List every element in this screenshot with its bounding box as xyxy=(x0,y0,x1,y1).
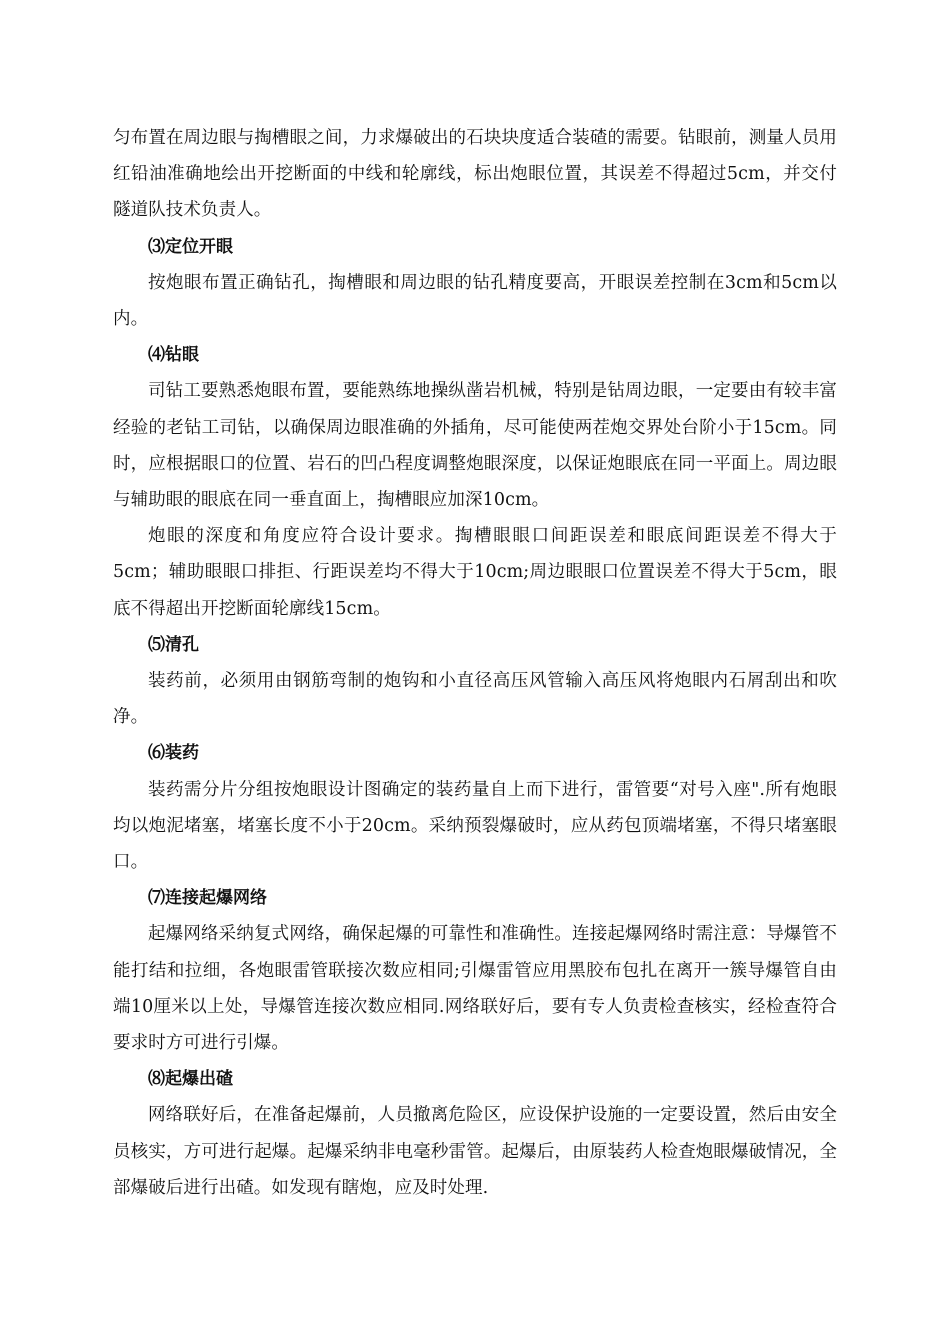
section-heading-positioning: ⑶定位开眼 xyxy=(148,236,233,257)
section-heading-drilling: ⑷钻眼 xyxy=(148,345,199,366)
paragraph-positioning: 按炮眼布置正确钻孔，掏槽眼和周边眼的钻孔精度要高，开眼误差控制在3cm和5cm以内。 xyxy=(113,272,837,330)
paragraph-drilling-2: 炮眼的深度和角度应符合设计要求。掏槽眼眼口间距误差和眼底间距误差不得大于5cm；辅助眼眼口排拒、行距误差均不得大于10cm;周边眼眼口位置误差不得大于5cm，眼底不得超出开挖断面轮廓线15cm。 xyxy=(113,526,837,619)
paragraph-charging: 装药需分片分组按炮眼设计图确定的装药量自上而下进行，雷管要“对号入座".所有炮眼均以炮泥堵塞，堵塞长度不小于20cm。采纳预裂爆破时，应从药包顶端堵塞，不得只堵塞眼口。 xyxy=(113,779,837,873)
paragraph-initiation-network: 起爆网络采纳复式网络，确保起爆的可靠性和准确性。连接起爆网络时需注意：导爆管不能打结和拉细，各炮眼雷管联接次数应相同;引爆雷管应用黑胶布包扎在离开一簇导爆管自由端10厘米以上处，导爆管连接次数应相同.网络联好后，要有专人负责检查核实，经检查符合要求时方可进行引爆。 xyxy=(113,924,837,1054)
paragraph-hole-cleaning: 装药前，必须用由钢筋弯制的炮钩和小直径高压风管输入高压风将炮眼内石屑刮出和吹净。 xyxy=(113,671,837,728)
section-heading-hole-cleaning: ⑸清孔 xyxy=(148,634,199,655)
section-heading-blasting-mucking: ⑻起爆出碴 xyxy=(148,1069,233,1090)
section-heading-initiation-network: ⑺连接起爆网络 xyxy=(148,888,267,909)
paragraph-blasting-mucking: 网络联好后，在准备起爆前，人员撤离危险区，应设保护设施的一定要设置，然后由安全员核实，方可进行起爆。起爆采纳非电毫秒雷管。起爆后，由原装药人检查炮眼爆破情况，全部爆破后进行出碴。如发现有瞎炮，应及时处理. xyxy=(113,1105,837,1198)
section-heading-charging: ⑹装药 xyxy=(148,743,199,764)
paragraph-continued: 匀布置在周边眼与掏槽眼之间，力求爆破出的石块块度适合装碴的需要。钻眼前，测量人员用红铅油准确地绘出开挖断面的中线和轮廓线，标出炮眼位置，其误差不得超过5cm，并交付隧道队技术负责人。 xyxy=(113,128,837,221)
paragraph-drilling-1: 司钻工要熟悉炮眼布置，要能熟练地操纵凿岩机械，特别是钻周边眼，一定要由有较丰富经验的老钻工司钻，以确保周边眼准确的外插角，尽可能使两茬炮交界处台阶小于15cm。同时，应根据眼口的位置、岩石的凹凸程度调整炮眼深度，以保证炮眼底在同一平面上。周边眼与辅助眼的眼底在同一垂直面上，掏槽眼应加深10cm。 xyxy=(113,381,837,511)
document-page xyxy=(113,120,837,1206)
